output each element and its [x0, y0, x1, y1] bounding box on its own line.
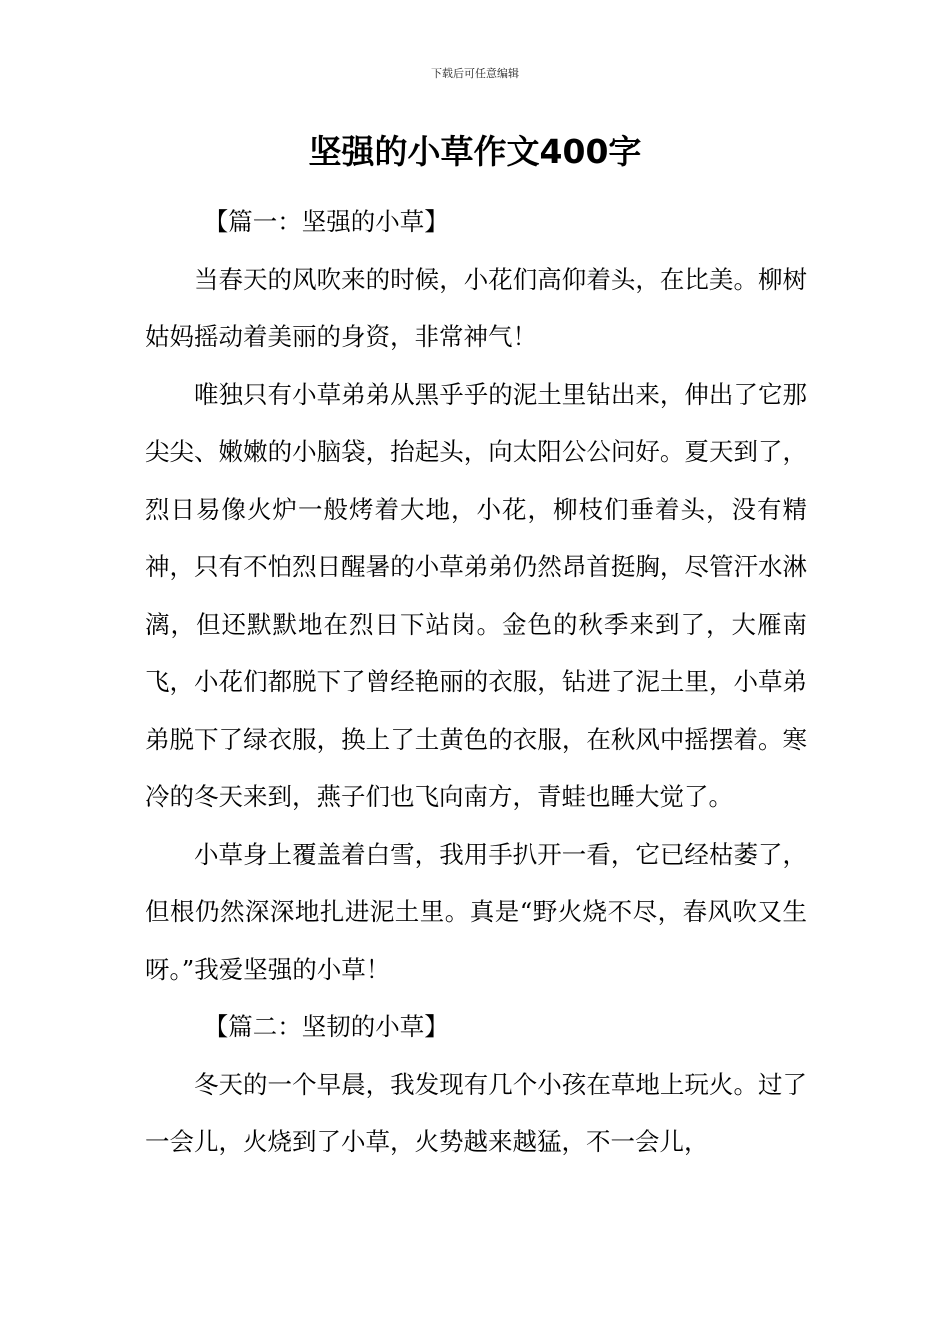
- document-body: [145, 193, 807, 1171]
- header-note: 下载后可任意编辑: [431, 67, 519, 80]
- section-heading-1: 【篇一：坚强的小草】: [203, 207, 449, 236]
- document-title: 坚强的小草作文400字: [308, 132, 642, 171]
- paragraph: 唯独只有小草弟弟从黑乎乎的泥土里钻出来，伸出了它那尖尖、嫩嫩的小脑袋，抬起头，向太阳公公问好。夏天到了，烈日易像火炉一般烤着大地，小花，柳枝们垂着头，没有精神，只有不怕烈日醒暑的小草弟弟仍然昂首挺胸，尽管汗水淋漓，但还默默地在烈日下站岗。金色的秋季来到了，大雁南飞，小花们都脱下了曾经艳丽的衣服，钻进了泥土里，小草弟弟脱下了绿衣服，换上了土黄色的衣服，在秋风中摇摆着。寒冷的冬天来到，燕子们也飞向南方，青蛙也睡大觉了。: [145, 379, 807, 811]
- section-heading-2: 【篇二：坚韧的小草】: [203, 1012, 449, 1041]
- paragraph: 当春天的风吹来的时候，小花们高仰着头，在比美。柳树姑妈摇动着美丽的身资，非常神气！: [145, 264, 807, 351]
- paragraph: 冬天的一个早晨，我发现有几个小孩在草地上玩火。过了一会儿，火烧到了小草，火势越来越猛，不一会儿，: [145, 1069, 807, 1156]
- paragraph: 小草身上覆盖着白雪，我用手扒开一看，它已经枯萎了，但根仍然深深地扎进泥土里。真是“野火烧不尽，春风吹又生呀。”我爱坚强的小草！: [145, 839, 807, 984]
